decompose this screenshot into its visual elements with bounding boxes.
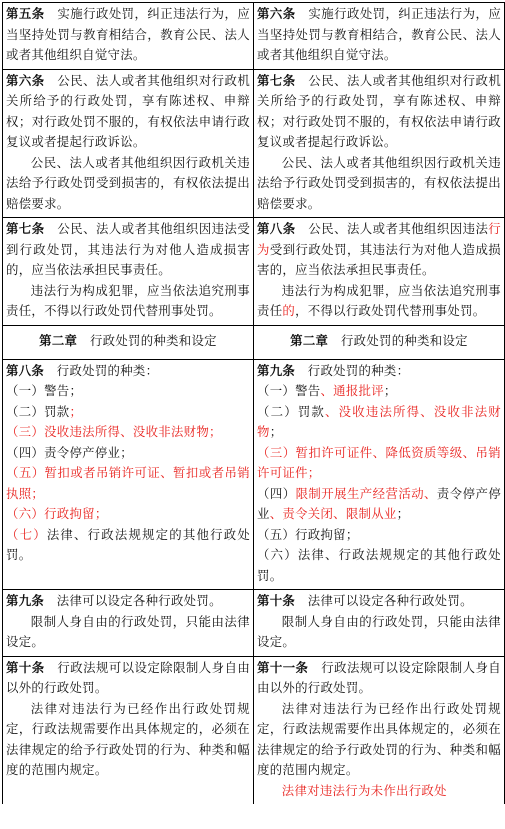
amended-text: 限制开展生产经营活动、 [295,485,437,501]
new-chapter-heading [254,325,505,359]
article-paragraph: 公民、法人或者其他组织因行政机关违法给予行政处罚受到损害的，有权依法提出赔偿要求。 [257,154,501,211]
chapter-title: 行政处罚的种类和设定 [89,333,217,349]
article-text: 公民、法人或者其他组织因违法受到行政处罚，其违法行为对他人造成损害的，应当依法承担民事责任。 [6,221,251,277]
list-item [6,525,250,566]
article-text: 违法行为构成犯罪，应当依法追究刑事责任 [257,282,501,318]
article-text: ，不得以行政处罚代替刑事处罚。 [295,303,486,318]
amended-text: 、通报批评 [320,383,384,398]
list-item: （三）没收违法所得、没收非法财物； [6,424,222,439]
table-row [3,359,505,590]
article-paragraph: 法律对违法行为已经作出行政处罚规定，行政法规需要作出具体规定的，必须在法律规定的给予行政处罚的行为、种类和幅度的范围内规定。 [6,700,250,777]
article-number: 第八条 [257,221,296,236]
old-article-cell [3,656,254,804]
old-article-cell [3,218,254,326]
list-item: （一）警告； [6,383,83,398]
comparison-table [2,2,505,804]
article-text: 公民、法人或者其他组织因违法 [308,221,489,236]
new-article-cell [254,3,505,70]
old-article-cell [3,590,254,657]
article-text: 实施行政处罚，纠正违法行为，应当坚持处罚与教育相结合，教育公民、法人或者其他组织自觉守法。 [6,6,251,62]
table-row [3,218,505,326]
old-article-cell [3,69,254,218]
article-number: 第七条 [257,72,296,88]
article-text: （二）罚款 [6,403,70,419]
amended-text: ； [69,403,83,419]
list-item: （六）法律、行政法规规定的其他行政处罚。 [257,547,501,583]
table-row [3,69,505,218]
article-number: 第八条 [6,362,45,378]
amended-text: 、没收违法所得、没收非法财物 [257,403,501,439]
list-item: （三）暂扣许可证件、降低资质等级、吊销许可证件； [257,444,501,480]
old-article-cell [3,3,254,70]
new-article-cell [254,69,505,218]
amended-text: 、责令关闭、限制从业 [269,506,397,521]
article-paragraph: 限制人身自由的行政处罚，只能由法律设定。 [257,613,501,649]
article-text: ； [269,424,283,439]
old-article-cell [3,359,254,590]
article-paragraph: 违法行为构成犯罪，应当依法追究刑事责任，不得以行政处罚代替刑事处罚。 [6,282,250,318]
article-paragraph: 法律对违法行为已经作出行政处罚规定，行政法规需要作出具体规定的，必须在法律规定的给予行政处罚的行为、种类和幅度的范围内规定。 [257,700,501,777]
list-item: （六）行政拘留； [6,506,108,521]
article-text: 责令停产停业 [257,485,502,521]
article-paragraph: 法律对违法行为未作出行政处 [281,782,447,798]
article-text: 法律可以设定各种行政处罚。 [307,593,473,608]
chapter-number: 第二章 [290,333,329,349]
article-text: 行政法规可以设定除限制人身自由以外的行政处罚。 [257,659,501,695]
new-article-cell [254,359,505,590]
article-text: ； [383,383,397,398]
list-item [257,402,501,443]
list-item: （四）责令停产停业； [6,444,133,460]
list-item [257,484,501,525]
article-number: 第七条 [6,221,45,236]
article-paragraph: 限制人身自由的行政处罚，只能由法律设定。 [6,613,250,649]
article-number: 第九条 [257,362,296,378]
new-article-cell [254,590,505,657]
chapter-title: 行政处罚的种类和设定 [340,333,468,349]
article-text: 法律可以设定各种行政处罚。 [56,593,222,608]
article-text: （一）警告 [257,383,321,398]
article-text: 受到行政处罚，其违法行为对他人造成损害的，应当依法承担民事责任。 [257,241,501,277]
article-text: 公民、法人或者其他组织对行政机关所给予的行政处罚，享有陈述权、申辩权；对行政处罚不服的，有权依法申请行政复议或者提起行政诉讼。 [257,72,502,149]
article-number: 第十一条 [257,659,309,675]
list-item: （五）暂扣或者吊销许可证、暂扣或者吊销执照； [6,465,250,501]
amended-text: 行为 [257,221,501,257]
article-number: 第十条 [6,659,45,675]
article-text: 实施行政处罚，纠正违法行为，应当坚持处罚与教育相结合，教育公民、法人或者其他组织自觉守法。 [257,6,502,62]
list-item [257,381,501,402]
article-number: 第五条 [6,6,45,21]
chapter-number: 第二章 [39,333,78,349]
article-text: ； [396,506,410,521]
list-item [6,402,250,423]
amended-text: 的 [282,303,296,318]
article-number: 第九条 [6,593,45,608]
article-paragraph: 公民、法人或者其他组织因行政机关违法给予行政处罚受到损害的，有权依法提出赔偿要求。 [6,154,250,211]
article-text: 公民、法人或者其他组织对行政机关所给予的行政处罚，享有陈述权、申辩权；对行政处罚不服的，有权依法申请行政复议或者提起行政诉讼。 [6,72,251,149]
article-number: 第六条 [6,72,45,88]
amended-text: （七） [6,526,47,542]
article-text: 法律、行政法规规定的其他行政处罚。 [6,526,251,562]
chapter-heading-row [3,325,505,359]
article-number: 第六条 [257,6,296,21]
article-text: 行政法规可以设定除限制人身自由以外的行政处罚。 [6,659,251,695]
list-item: （五）行政拘留； [257,526,359,542]
article-text: 行政处罚的种类： [56,362,159,378]
old-chapter-heading [3,325,254,359]
new-article-cell [254,218,505,326]
table-row [3,656,505,804]
article-text: （二）罚款 [257,403,326,419]
article-text: 行政处罚的种类： [307,362,410,378]
table-row [3,590,505,657]
table-row [3,3,505,70]
article-text: （四） [257,485,296,501]
article-paragraph [257,281,501,322]
article-number: 第十条 [257,593,296,608]
new-article-cell [254,656,505,804]
